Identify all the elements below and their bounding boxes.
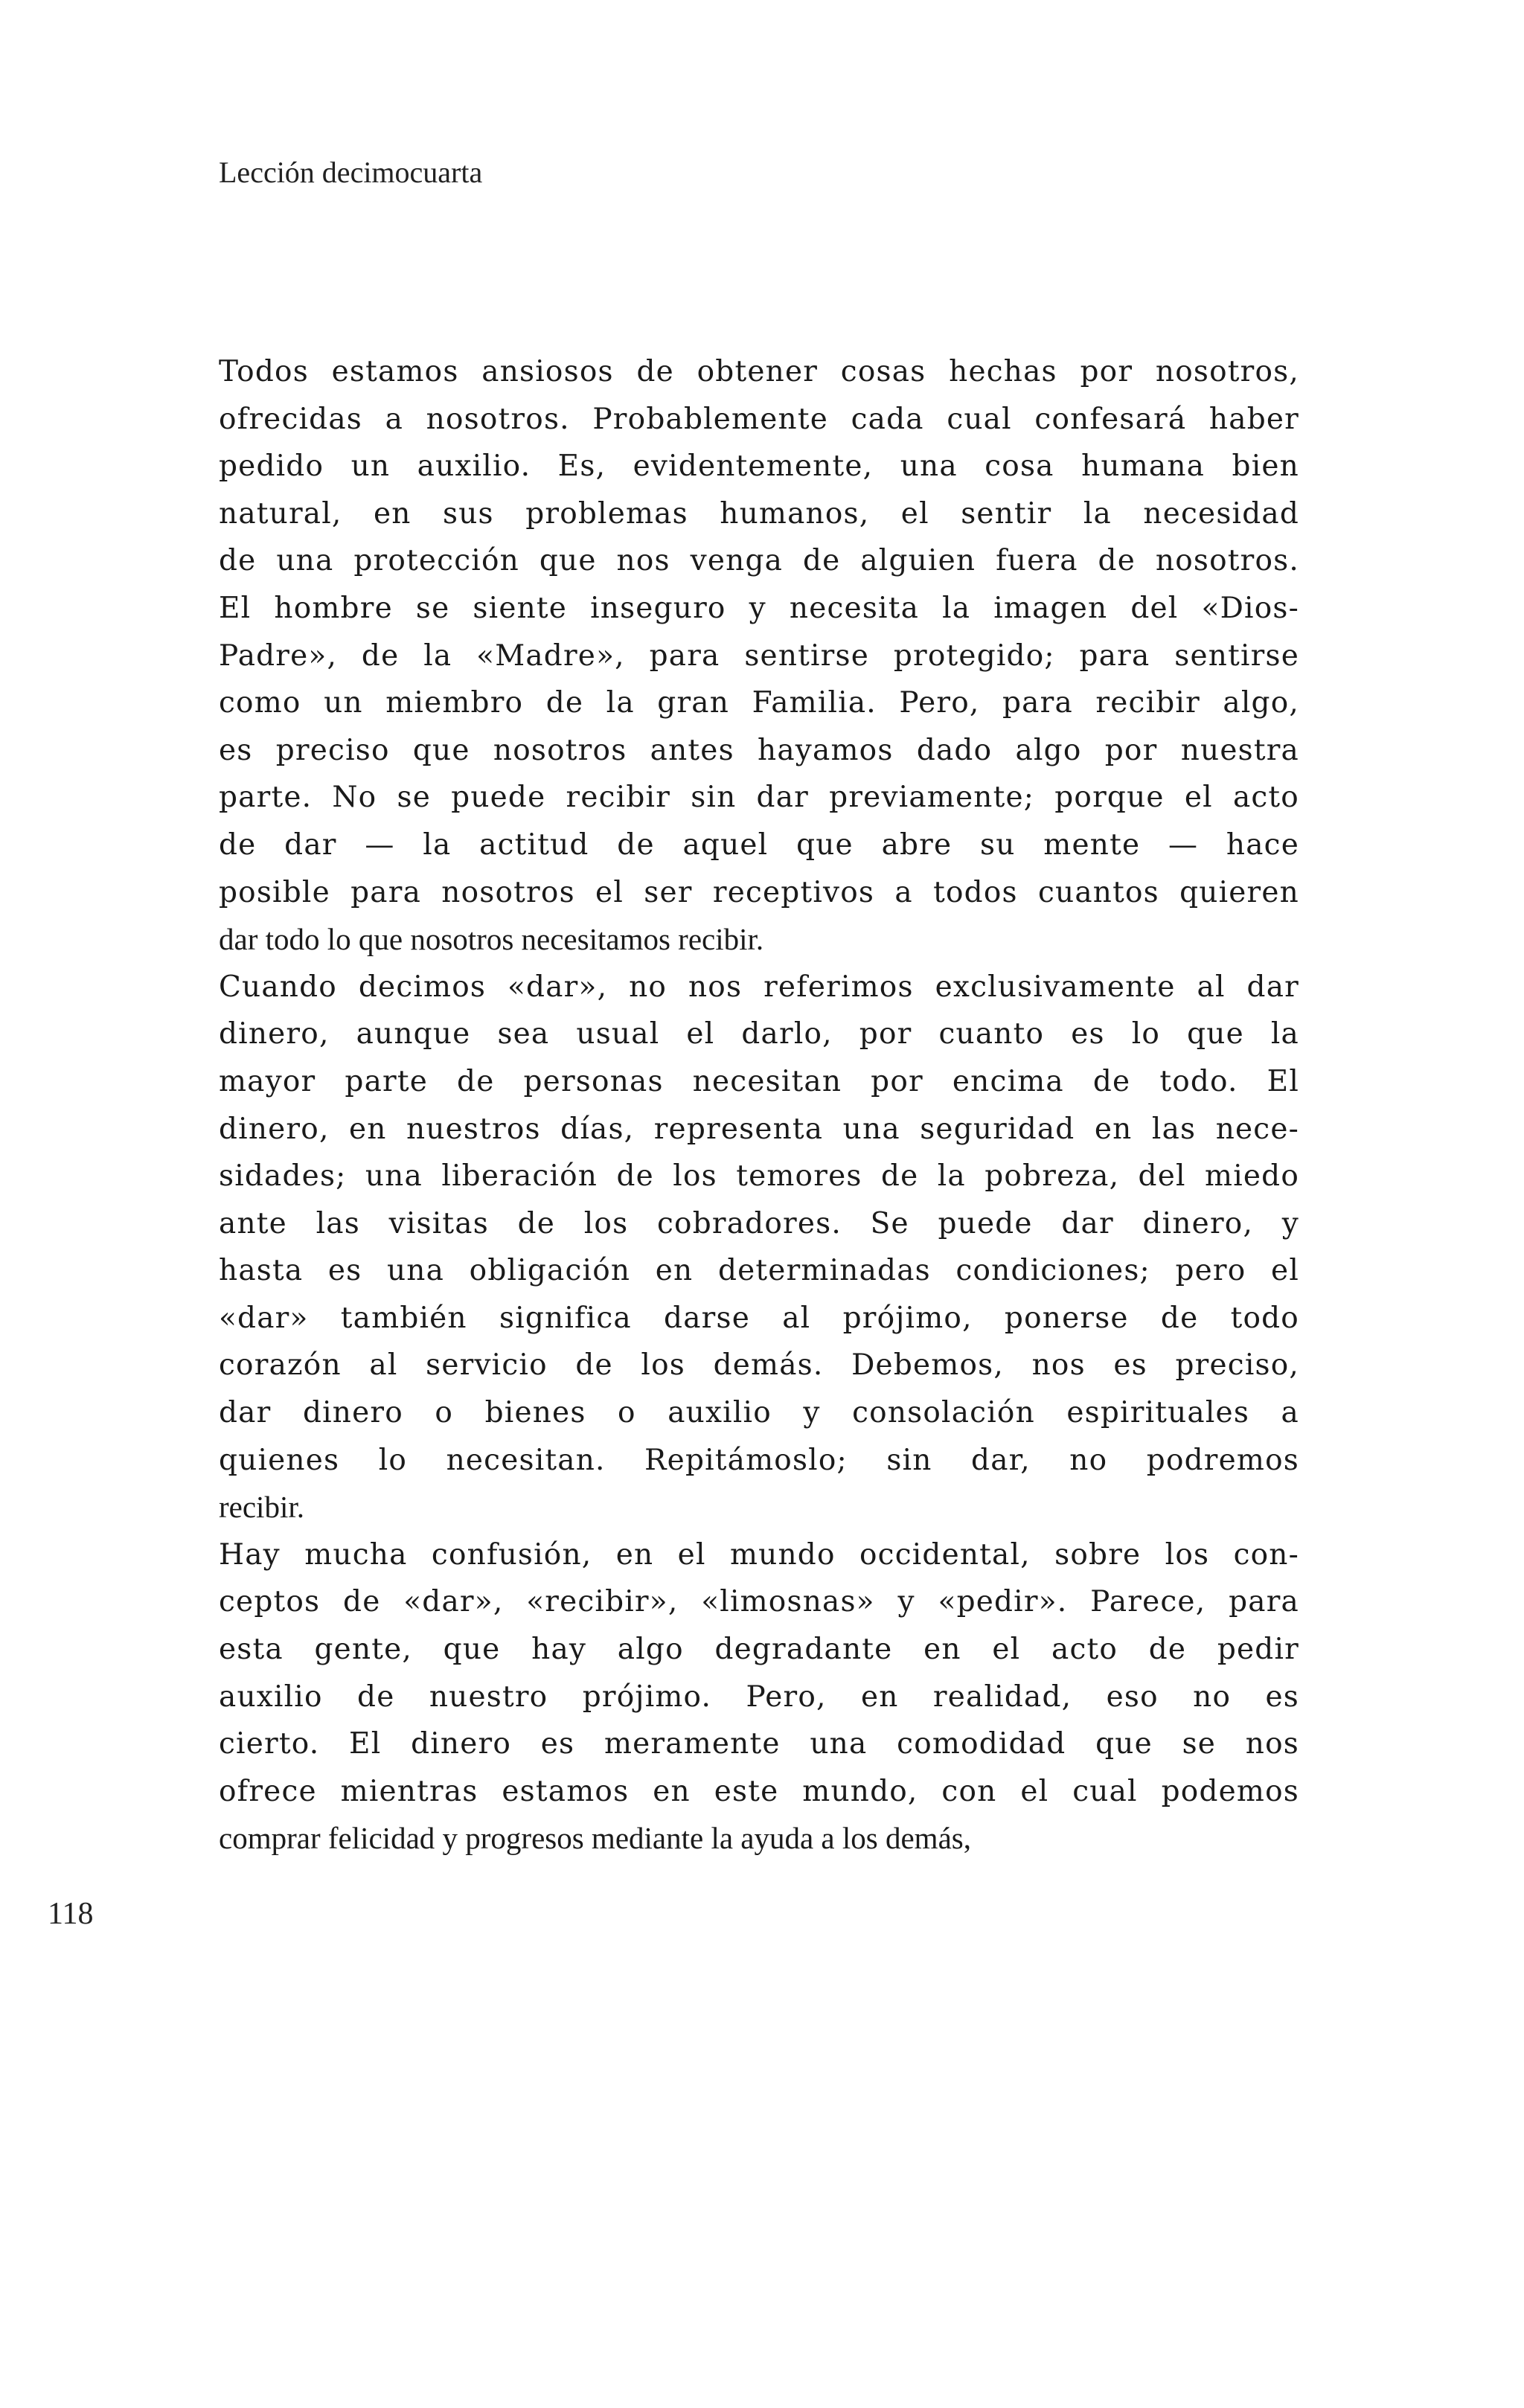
body-text xyxy=(219,348,1299,1863)
text-line: sidades; una liberación de los temores de la pobreza, del miedo xyxy=(219,1159,1299,1194)
text-line: ofrecidas a nosotros. Probablemente cada cual confesará haber xyxy=(219,402,1299,436)
text-line: dinero, en nuestros días, representa una seguridad en las nece- xyxy=(219,1112,1299,1146)
text-line: como un miembro de la gran Familia. Pero, para recibir algo, xyxy=(219,686,1299,720)
text-line: es preciso que nosotros antes hayamos dado algo por nuestra xyxy=(219,733,1299,767)
text-line: natural, en sus problemas humanos, el sentir la necesidad xyxy=(219,496,1299,531)
text-line: comprar felicidad y progresos mediante la ayuda a los demás, xyxy=(219,1821,971,1856)
paragraph-1 xyxy=(219,348,1299,964)
text-line: «dar» también significa darse al prójimo, ponerse de todo xyxy=(219,1301,1299,1335)
text-line: Cuando decimos «dar», no nos referimos exclusivamente al dar xyxy=(219,970,1299,1004)
text-line: corazón al servicio de los demás. Debemos, nos es preciso, xyxy=(219,1348,1299,1383)
text-line: parte. No se puede recibir sin dar previamente; porque el acto xyxy=(219,781,1299,815)
text-line: Hay mucha confusión, en el mundo occidental, sobre los con- xyxy=(219,1537,1299,1572)
text-line: dar dinero o bienes o auxilio y consolación espirituales a xyxy=(219,1396,1299,1430)
text-line: pedido un auxilio. Es, evidentemente, una cosa humana bien xyxy=(219,449,1299,484)
text-line: mayor parte de personas necesitan por encima de todo. El xyxy=(219,1064,1299,1098)
text-line: dinero, aunque sea usual el darlo, por cuanto es lo que la xyxy=(219,1017,1299,1051)
text-line: Padre», de la «Madre», para sentirse protegido; para sentirse xyxy=(219,638,1299,673)
text-line: Todos estamos ansiosos de obtener cosas hechas por nosotros, xyxy=(219,355,1299,388)
text-line: hasta es una obligación en determinadas condiciones; pero el xyxy=(219,1254,1299,1288)
paragraph-3 xyxy=(219,1531,1299,1863)
text-line: esta gente, que hay algo degradante en el acto de pedir xyxy=(219,1633,1299,1667)
text-line: posible para nosotros el ser receptivos a todos cuantos quieren xyxy=(219,875,1299,909)
text-line: ceptos de «dar», «recibir», «limosnas» y «pedir». Parece, para xyxy=(219,1585,1299,1619)
text-line: quienes lo necesitan. Repitámoslo; sin dar, no podremos xyxy=(219,1443,1299,1477)
text-line: dar todo lo que nosotros necesitamos recibir. xyxy=(219,922,764,957)
text-line: auxilio de nuestro prójimo. Pero, en realidad, eso no es xyxy=(219,1679,1299,1714)
text-line: recibir. xyxy=(219,1490,304,1525)
paragraph-2 xyxy=(219,964,1299,1531)
running-head: Lección decimocuarta xyxy=(219,156,483,189)
text-line: El hombre se siente inseguro y necesita la imagen del «Dios- xyxy=(219,591,1299,625)
text-line: ofrece mientras estamos en este mundo, con el cual podemos xyxy=(219,1774,1299,1808)
text-line: de dar — la actitud de aquel que abre su mente — hace xyxy=(219,827,1299,862)
text-line: cierto. El dinero es meramente una comodidad que se nos xyxy=(219,1727,1299,1761)
text-line: de una protección que nos venga de alguien fuera de nosotros. xyxy=(219,544,1299,578)
text-line: ante las visitas de los cobradores. Se puede dar dinero, y xyxy=(219,1206,1299,1240)
page-number: 118 xyxy=(48,1897,94,1931)
